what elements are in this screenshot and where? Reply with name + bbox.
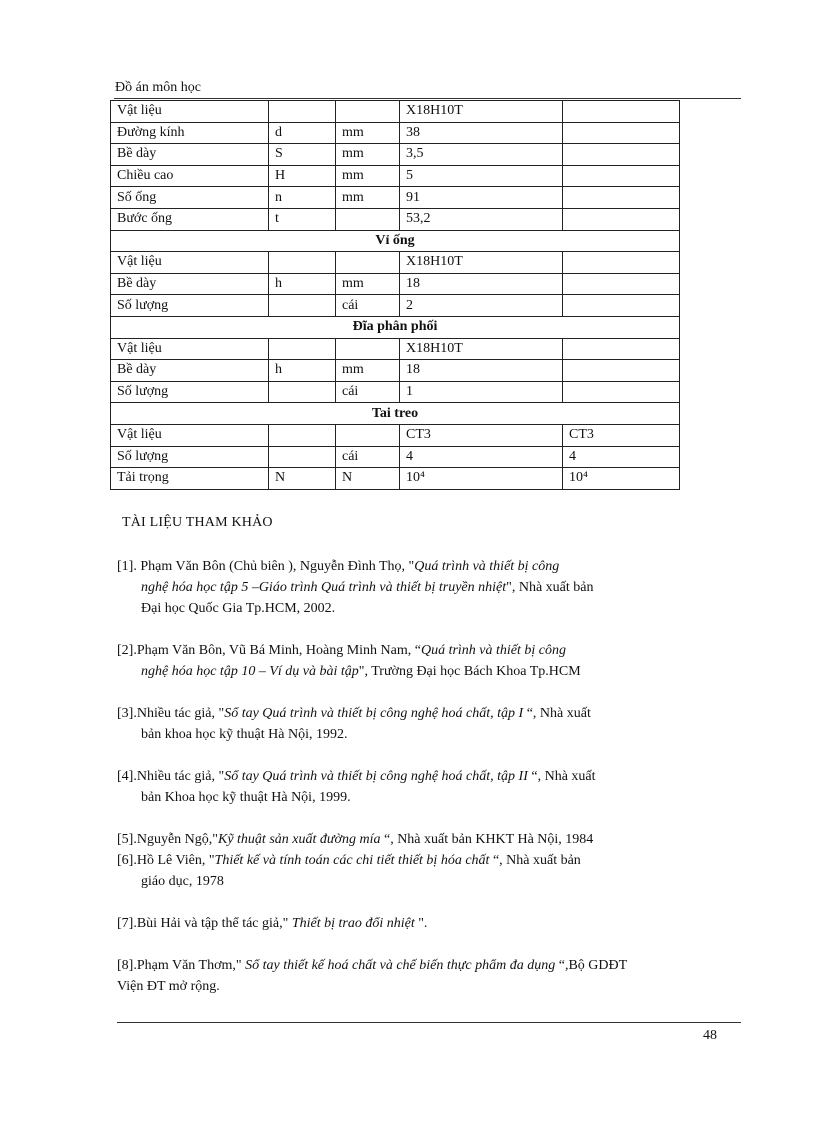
reference-text: “,Bộ GDĐT bbox=[555, 958, 628, 973]
table-cell-unit: mm bbox=[336, 122, 400, 144]
table-cell-unit: cái bbox=[336, 295, 400, 317]
reference-title-text: nghệ hóa học tập 5 –Giáo trình Quá trình và thiết bị truyền nhiệt bbox=[141, 580, 507, 595]
table-cell-property: Vật liệu bbox=[111, 424, 269, 446]
reference-continuation-line bbox=[117, 787, 717, 808]
reference-text: .Nguyễn Ngộ," bbox=[133, 832, 218, 847]
reference-spacer bbox=[117, 619, 717, 640]
table-row bbox=[111, 338, 680, 360]
table-cell-unit bbox=[336, 101, 400, 123]
table-cell-symbol bbox=[269, 381, 336, 403]
reference-text: .Hồ Lê Viên, " bbox=[133, 853, 215, 868]
reference-continuation-line bbox=[117, 598, 717, 619]
table-section-row bbox=[111, 403, 680, 425]
table-section-title: Tai treo bbox=[111, 403, 680, 425]
reference-text: “, Nhà xuất bản KHKT Hà Nội, 1984 bbox=[380, 832, 594, 847]
reference-item bbox=[117, 703, 717, 745]
table-cell-property: Số lượng bbox=[111, 381, 269, 403]
table-cell-symbol: N bbox=[269, 468, 336, 490]
table-cell-property: Chiều cao bbox=[111, 165, 269, 187]
references-list bbox=[117, 556, 717, 997]
reference-continuation-line bbox=[117, 976, 717, 997]
table-cell-property: Số lượng bbox=[111, 446, 269, 468]
table-row bbox=[111, 101, 680, 123]
table-cell-symbol: d bbox=[269, 122, 336, 144]
table-cell-property: Bề dày bbox=[111, 360, 269, 382]
reference-continuation-line bbox=[117, 724, 717, 745]
table-section-title: Đĩa phân phối bbox=[111, 316, 680, 338]
table-cell-value: 38 bbox=[400, 122, 563, 144]
reference-text: . Phạm Văn Bôn (Chủ biên ), Nguyễn Đình Thọ, " bbox=[133, 559, 415, 574]
table-cell-value: 18 bbox=[400, 360, 563, 382]
table-cell-value: 5 bbox=[400, 165, 563, 187]
reference-text: ". bbox=[414, 916, 428, 931]
table-row bbox=[111, 165, 680, 187]
reference-number: [7] bbox=[117, 916, 134, 931]
table-cell-symbol: S bbox=[269, 144, 336, 166]
reference-title-text: Sổ tay Quá trình và thiết bị công nghệ hoá chất, tập I bbox=[224, 706, 524, 721]
reference-title-text: Sổ tay Quá trình và thiết bị công nghệ hoá chất, tập II bbox=[224, 769, 528, 784]
table-row bbox=[111, 144, 680, 166]
table-cell-value-2 bbox=[563, 360, 680, 382]
table-row bbox=[111, 252, 680, 274]
reference-number: [3] bbox=[117, 706, 134, 721]
reference-text: Đại học Quốc Gia Tp.HCM, 2002. bbox=[141, 601, 336, 616]
reference-title-text: Kỹ thuật sản xuất đường mía bbox=[217, 832, 381, 847]
reference-text: “, Nhà xuất bbox=[523, 706, 591, 721]
table-cell-value: 4 bbox=[400, 446, 563, 468]
reference-text: ", Nhà xuất bản bbox=[506, 580, 594, 595]
table-cell-value: X18H10T bbox=[400, 252, 563, 274]
table-section-row bbox=[111, 230, 680, 252]
table-cell-value: CT3 bbox=[400, 424, 563, 446]
table-cell-unit bbox=[336, 424, 400, 446]
table-cell-property: Vật liệu bbox=[111, 252, 269, 274]
reference-spacer bbox=[117, 682, 717, 703]
reference-number: [5] bbox=[117, 832, 134, 847]
table-row bbox=[111, 381, 680, 403]
table-cell-symbol bbox=[269, 101, 336, 123]
reference-text: bản Khoa học kỹ thuật Hà Nội, 1999. bbox=[141, 790, 351, 805]
table-cell-value-2 bbox=[563, 338, 680, 360]
table-cell-value-2 bbox=[563, 295, 680, 317]
table-cell-value-2 bbox=[563, 187, 680, 209]
page-number: 48 bbox=[703, 1028, 717, 1043]
table-cell-property: Vật liệu bbox=[111, 101, 269, 123]
reference-title-text: Quá trình và thiết bị công bbox=[420, 643, 567, 658]
reference-text: .Nhiều tác giả, " bbox=[133, 769, 225, 784]
reference-item bbox=[117, 829, 717, 850]
table-cell-value-2 bbox=[563, 144, 680, 166]
table-section-row bbox=[111, 316, 680, 338]
table-cell-value-2 bbox=[563, 165, 680, 187]
reference-text: .Bùi Hải và tập thể tác giả," bbox=[133, 916, 292, 931]
table-cell-unit bbox=[336, 338, 400, 360]
reference-text: ", Trường Đại học Bách Khoa Tp.HCM bbox=[358, 664, 581, 679]
table-cell-symbol: h bbox=[269, 273, 336, 295]
table-cell-property: Số lượng bbox=[111, 295, 269, 317]
table-section-title: Vỉ ống bbox=[111, 230, 680, 252]
reference-text: “, Nhà xuất bản bbox=[489, 853, 581, 868]
reference-spacer bbox=[117, 934, 717, 955]
table-cell-value: 18 bbox=[400, 273, 563, 295]
table-cell-unit: mm bbox=[336, 360, 400, 382]
table-cell-value-2 bbox=[563, 252, 680, 274]
reference-spacer bbox=[117, 808, 717, 829]
reference-item bbox=[117, 850, 717, 892]
table-cell-unit: mm bbox=[336, 273, 400, 295]
reference-number: [8] bbox=[117, 958, 134, 973]
table-cell-property: Đường kính bbox=[111, 122, 269, 144]
table-cell-property: Bề dày bbox=[111, 144, 269, 166]
table-cell-property: Vật liệu bbox=[111, 338, 269, 360]
spec-table-body bbox=[111, 101, 680, 490]
table-cell-value-2 bbox=[563, 381, 680, 403]
table-cell-symbol: h bbox=[269, 360, 336, 382]
table-cell-value: X18H10T bbox=[400, 101, 563, 123]
table-cell-value: 1 bbox=[400, 381, 563, 403]
reference-text: .Phạm Văn Bôn, Vũ Bá Minh, Hoàng Minh Nam, “ bbox=[133, 643, 421, 658]
table-cell-unit: N bbox=[336, 468, 400, 490]
reference-text: “, Nhà xuất bbox=[527, 769, 596, 784]
reference-text: .Phạm Văn Thơm," bbox=[133, 958, 246, 973]
header-title: Đồ án môn học bbox=[115, 80, 201, 95]
table-cell-unit bbox=[336, 208, 400, 230]
reference-title-text: Quá trình và thiết bị công bbox=[414, 559, 560, 574]
reference-title-text: nghệ hóa học tập 10 – Ví dụ và bài tập bbox=[141, 664, 359, 679]
table-cell-value-2 bbox=[563, 208, 680, 230]
table-cell-property: Bề dày bbox=[111, 273, 269, 295]
table-cell-symbol bbox=[269, 295, 336, 317]
table-cell-value: 3,5 bbox=[400, 144, 563, 166]
table-cell-symbol: H bbox=[269, 165, 336, 187]
table-row bbox=[111, 446, 680, 468]
table-cell-unit bbox=[336, 252, 400, 274]
table-row bbox=[111, 360, 680, 382]
table-cell-value-2: 10⁴ bbox=[563, 468, 680, 490]
table-cell-value: X18H10T bbox=[400, 338, 563, 360]
table-cell-symbol bbox=[269, 424, 336, 446]
reference-item bbox=[117, 913, 717, 934]
spec-table bbox=[110, 100, 680, 490]
table-row bbox=[111, 424, 680, 446]
table-cell-value-2: 4 bbox=[563, 446, 680, 468]
table-cell-symbol bbox=[269, 252, 336, 274]
reference-title-text: Thiết bị trao đổi nhiệt bbox=[291, 916, 415, 931]
reference-title-text: Thiết kế và tính toán các chi tiết thiết bị hóa chất bbox=[214, 853, 490, 868]
table-cell-value-2: CT3 bbox=[563, 424, 680, 446]
table-cell-symbol: n bbox=[269, 187, 336, 209]
reference-item bbox=[117, 766, 717, 808]
reference-text: giáo dục, 1978 bbox=[141, 874, 224, 889]
reference-text: bản khoa học kỹ thuật Hà Nội, 1992. bbox=[141, 727, 348, 742]
reference-number: [6] bbox=[117, 853, 134, 868]
reference-item bbox=[117, 556, 717, 619]
reference-item bbox=[117, 955, 717, 997]
table-cell-symbol bbox=[269, 338, 336, 360]
table-cell-unit: mm bbox=[336, 187, 400, 209]
table-cell-symbol bbox=[269, 446, 336, 468]
table-cell-unit: cái bbox=[336, 381, 400, 403]
reference-text: Viện ĐT mở rộng. bbox=[117, 979, 220, 994]
reference-item bbox=[117, 640, 717, 682]
reference-continuation-line bbox=[117, 577, 717, 598]
table-row bbox=[111, 273, 680, 295]
footer-divider bbox=[117, 1022, 741, 1023]
reference-spacer bbox=[117, 745, 717, 766]
table-row bbox=[111, 208, 680, 230]
reference-title-text: Sổ tay thiết kế hoá chất và chế biến thực phẩm đa dụng bbox=[245, 958, 556, 973]
table-cell-value: 2 bbox=[400, 295, 563, 317]
reference-spacer bbox=[117, 892, 717, 913]
table-cell-unit: cái bbox=[336, 446, 400, 468]
reference-number: [1] bbox=[117, 559, 134, 574]
table-row bbox=[111, 295, 680, 317]
table-cell-value-2 bbox=[563, 101, 680, 123]
table-row bbox=[111, 468, 680, 490]
references-heading: TÀI LIỆU THAM KHẢO bbox=[122, 515, 273, 530]
table-cell-value-2 bbox=[563, 273, 680, 295]
table-cell-unit: mm bbox=[336, 165, 400, 187]
table-cell-value: 53,2 bbox=[400, 208, 563, 230]
table-cell-symbol: t bbox=[269, 208, 336, 230]
table-row bbox=[111, 122, 680, 144]
table-cell-value: 10⁴ bbox=[400, 468, 563, 490]
table-cell-property: Số ống bbox=[111, 187, 269, 209]
table-cell-property: Bước ống bbox=[111, 208, 269, 230]
reference-number: [2] bbox=[117, 643, 134, 658]
reference-text: .Nhiều tác giả, " bbox=[133, 706, 225, 721]
reference-continuation-line bbox=[117, 871, 717, 892]
table-cell-value-2 bbox=[563, 122, 680, 144]
header-divider bbox=[114, 98, 741, 99]
table-row bbox=[111, 187, 680, 209]
table-cell-unit: mm bbox=[336, 144, 400, 166]
table-cell-value: 91 bbox=[400, 187, 563, 209]
reference-continuation-line bbox=[117, 661, 717, 682]
table-cell-property: Tải trọng bbox=[111, 468, 269, 490]
reference-number: [4] bbox=[117, 769, 134, 784]
